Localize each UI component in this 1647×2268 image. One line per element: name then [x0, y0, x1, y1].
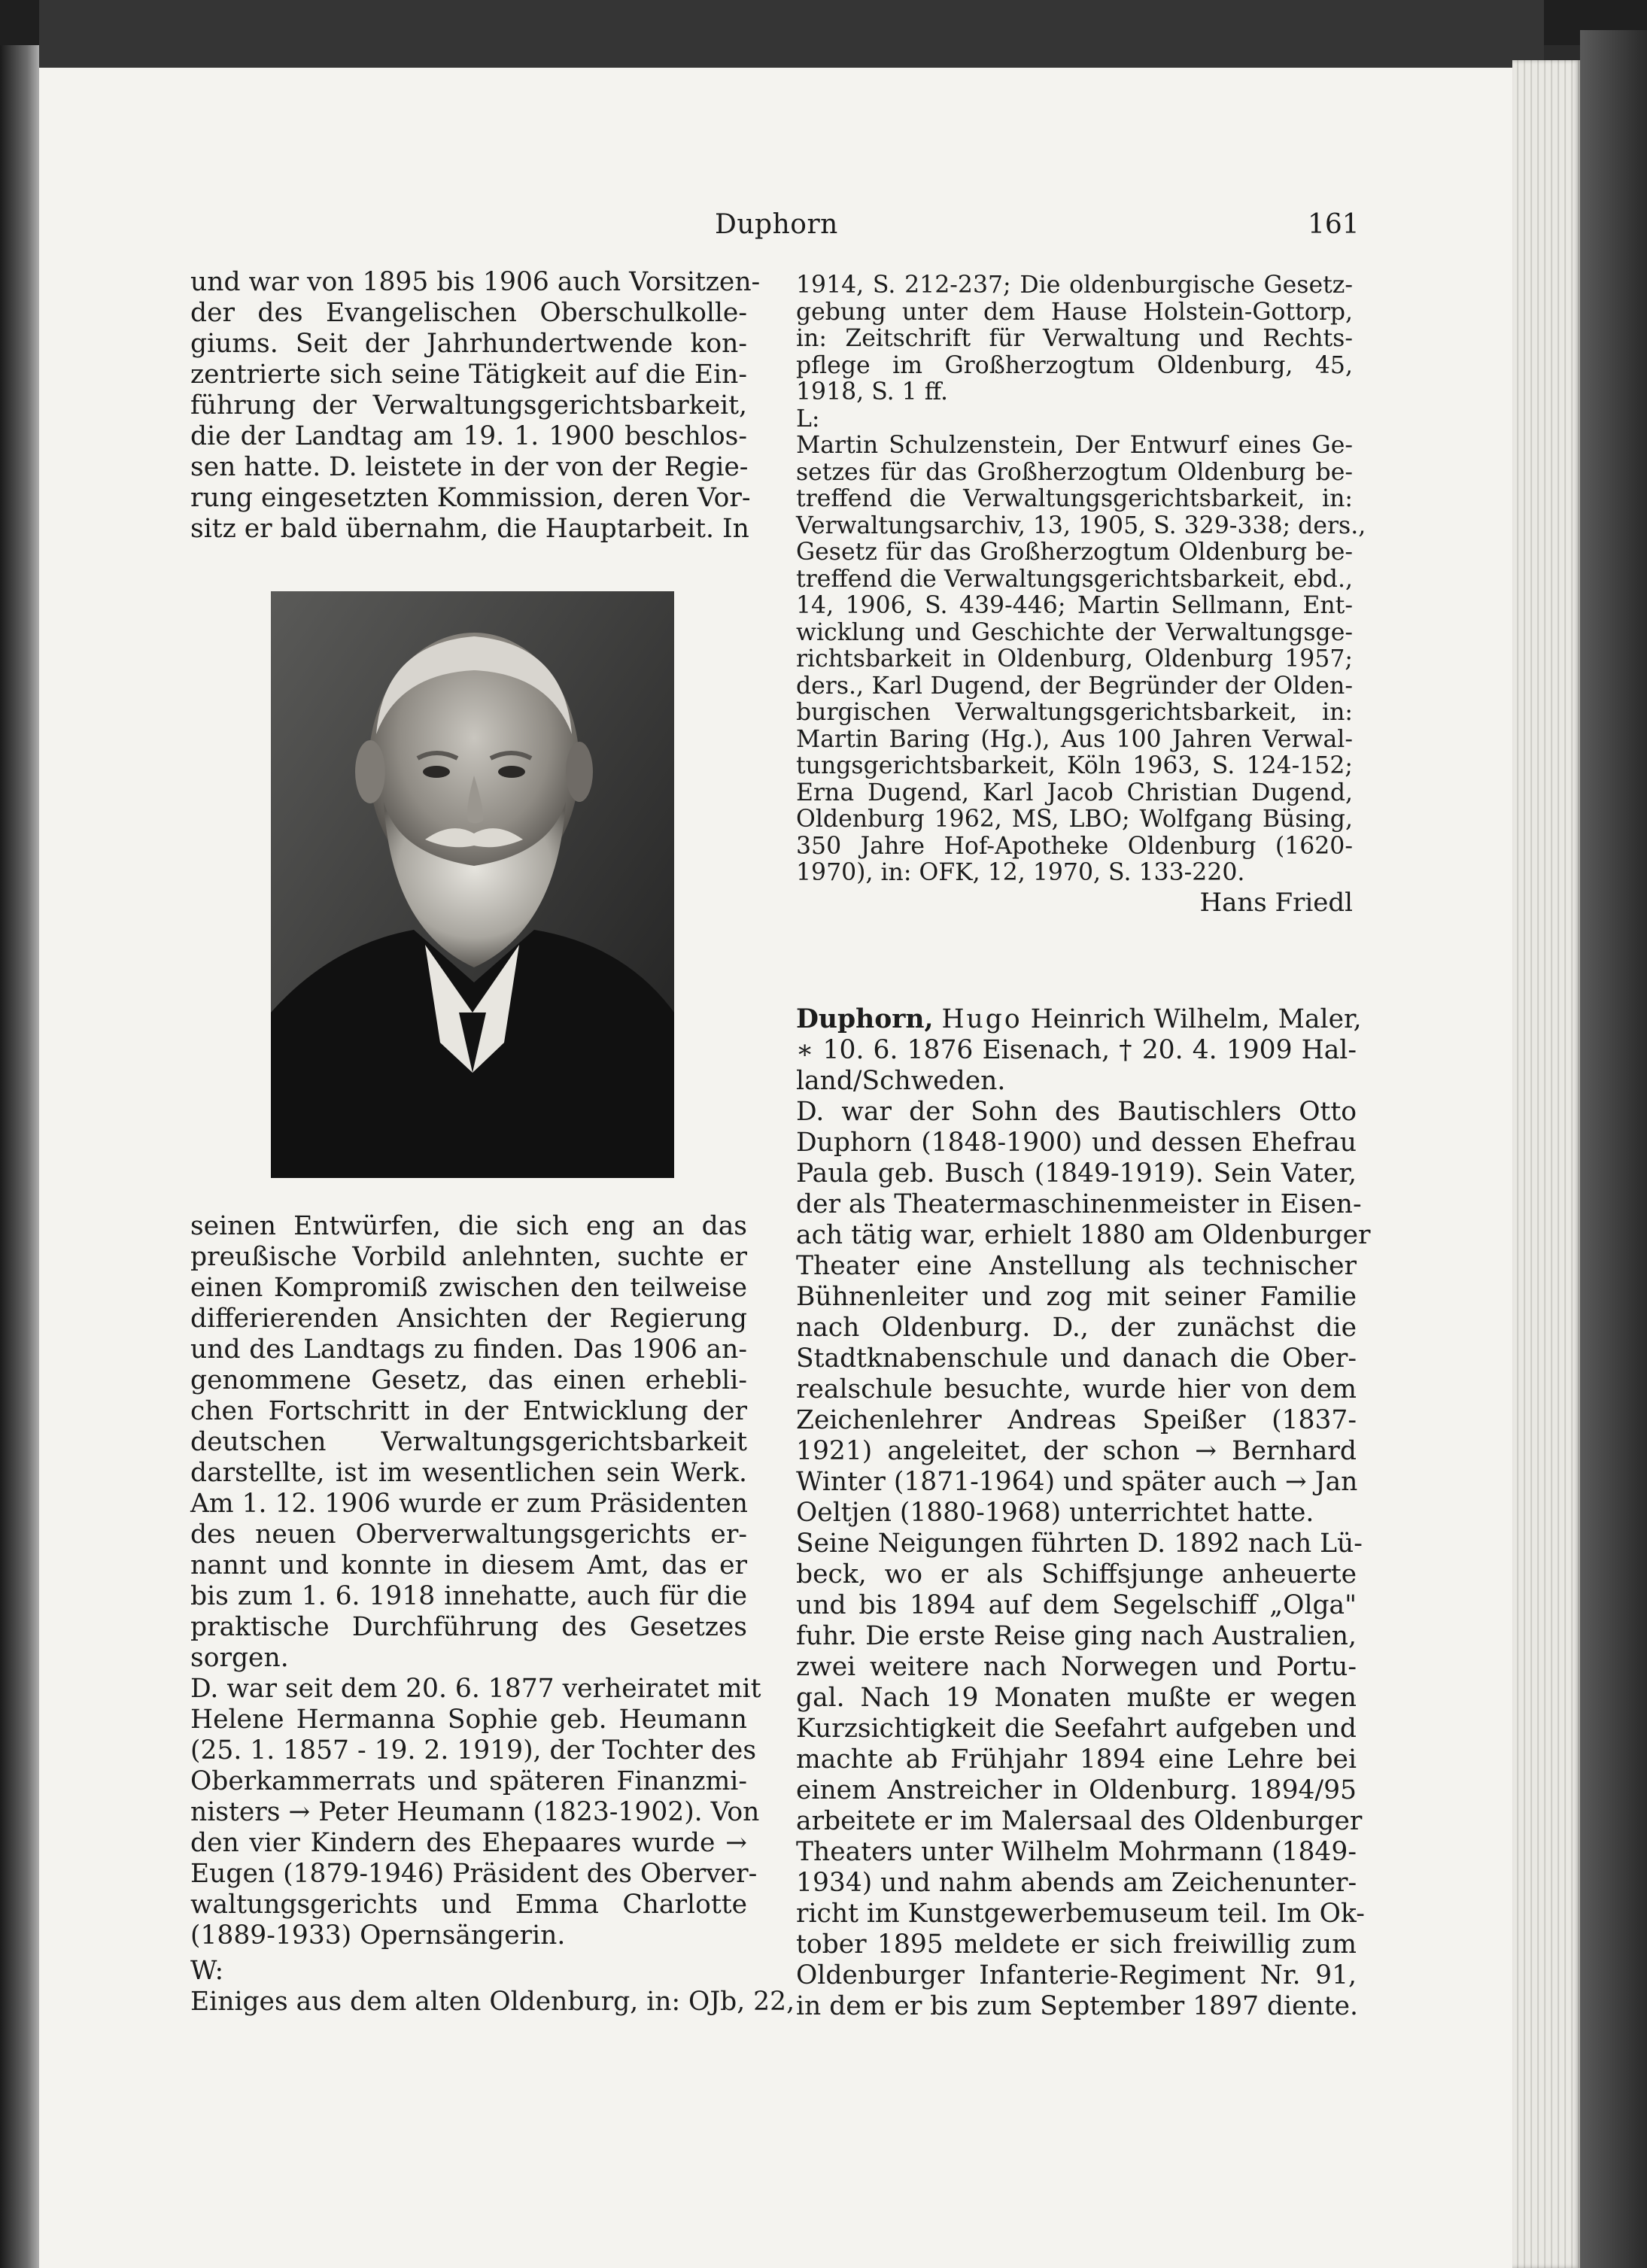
text-line: und war von 1895 bis 1906 auch Vorsitzen-	[190, 267, 761, 297]
entry-first-name: Hugo	[941, 1004, 1023, 1034]
text-line: und bis 1894 auf dem Segelschiff „Olga"	[796, 1590, 1357, 1620]
text-line: machte ab Frühjahr 1894 eine Lehre bei	[796, 1744, 1357, 1775]
text-line: nisters → Peter Heumann (1823-1902). Von	[190, 1797, 760, 1827]
left-column-top	[190, 267, 761, 545]
text-line: Bühnenleiter und zog mit seiner Familie	[796, 1282, 1357, 1312]
text-line: und des Landtags zu finden. Das 1906 an-	[190, 1334, 747, 1365]
text-line: 1914, S. 212-237; Die oldenburgische Gesetz-	[796, 272, 1353, 299]
text-line: tungsgerichtsbarkeit, Köln 1963, S. 124-152;	[796, 752, 1353, 779]
text-line: treffend die Verwaltungsgerichtsbarkeit, in:	[796, 485, 1353, 512]
text-line: Stadtknabenschule und danach die Ober-	[796, 1343, 1357, 1374]
facing-page-edge	[0, 45, 45, 2268]
text-line: deutschen Verwaltungsgerichtsbarkeit	[190, 1427, 747, 1457]
text-line: preußische Vorbild anlehnten, suchte er	[190, 1242, 747, 1272]
page-stack-edge	[1512, 60, 1580, 2268]
text-line: Oldenburger Infanterie-Regiment Nr. 91,	[796, 1960, 1357, 1990]
text-line: Eugen (1879-1946) Präsident des Oberver-	[190, 1859, 758, 1889]
entry-headline	[796, 1004, 1362, 1035]
text-line: tober 1895 meldete er sich freiwillig zum	[796, 1929, 1357, 1960]
portrait-photo	[271, 591, 674, 1178]
text-line: bis zum 1. 6. 1918 innehatte, auch für die	[190, 1581, 747, 1611]
text-line: sitz er bald übernahm, die Hauptarbeit. In	[190, 514, 749, 544]
text-line: ach tätig war, erhielt 1880 am Oldenburger	[796, 1220, 1371, 1250]
text-line: Oldenburg 1962, MS, LBO; Wolfgang Büsing,	[796, 806, 1353, 833]
text-line: die der Landtag am 19. 1. 1900 beschlos-	[190, 421, 747, 451]
text-line: führung der Verwaltungsgerichtsbarkeit,	[190, 390, 747, 421]
text-line: zwei weitere nach Norwegen und Portu-	[796, 1652, 1357, 1682]
text-line: Duphorn (1848-1900) und dessen Ehefrau	[796, 1128, 1357, 1158]
entry-headword: Duphorn,	[796, 1004, 934, 1034]
text-line: fuhr. Die erste Reise ging nach Australien,	[796, 1621, 1357, 1651]
text-line: chen Fortschritt in der Entwicklung der	[190, 1396, 747, 1426]
left-column-bottom	[190, 1211, 795, 2018]
text-line: treffend die Verwaltungsgerichtsbarkeit, ebd.,	[796, 565, 1353, 593]
text-line: Erna Dugend, Karl Jacob Christian Dugend,	[796, 779, 1353, 806]
text-line: einen Kompromiß zwischen den teilweise	[190, 1273, 747, 1303]
text-line: waltungsgerichts und Emma Charlotte	[190, 1890, 747, 1920]
text-line: darstellte, ist im wesentlichen sein Werk.	[190, 1458, 747, 1488]
text-line: Verwaltungsarchiv, 13, 1905, S. 329-338; ders.,	[796, 512, 1366, 539]
page-number: 161	[1308, 209, 1360, 240]
text-line: giums. Seit der Jahrhundertwende kon-	[190, 329, 747, 359]
text-line: wicklung und Geschichte der Verwaltungsge-	[796, 618, 1353, 646]
author-signature: Hans Friedl	[1199, 887, 1353, 918]
text-line: Oberkammerrats und späteren Finanzmi-	[190, 1766, 747, 1796]
text-line: land/Schweden.	[796, 1066, 1006, 1096]
text-line: 1918, S. 1 ff.	[796, 378, 948, 405]
book-cover-edge	[1580, 30, 1647, 2268]
text-line: setzes für das Großherzogtum Oldenburg be-	[796, 458, 1353, 486]
text-line: Gesetz für das Großherzogtum Oldenburg be-	[796, 539, 1353, 566]
text-line: 350 Jahre Hof-Apotheke Oldenburg (1620-	[796, 832, 1353, 860]
text-line: ∗ 10. 6. 1876 Eisenach, † 20. 4. 1909 Hal-	[796, 1035, 1357, 1065]
text-line: sorgen.	[190, 1643, 289, 1673]
text-line: (25. 1. 1857 - 19. 2. 1919), der Tochter des	[190, 1735, 757, 1766]
text-line: pflege im Großherzogtum Oldenburg, 45,	[796, 351, 1353, 379]
text-line: Theater eine Anstellung als technischer	[796, 1251, 1357, 1281]
text-line: seinen Entwürfen, die sich eng an das	[190, 1211, 747, 1241]
text-line: D. war der Sohn des Bautischlers Otto	[796, 1097, 1357, 1127]
text-line: burgischen Verwaltungsgerichtsbarkeit, in:	[796, 699, 1353, 726]
text-line: Kurzsichtigkeit die Seefahrt aufgeben und	[796, 1714, 1357, 1744]
text-line: beck, wo er als Schiffsjunge anheuerte	[796, 1559, 1357, 1589]
text-line: nannt und konnte in diesem Amt, das er	[190, 1550, 747, 1580]
text-line: Seine Neigungen führten D. 1892 nach Lü-	[796, 1529, 1363, 1559]
text-line: Theaters unter Wilhelm Mohrmann (1849-	[796, 1837, 1357, 1867]
text-line: der des Evangelischen Oberschulkolle-	[190, 298, 747, 328]
text-line: Helene Hermanna Sophie geb. Heumann	[190, 1705, 747, 1735]
text-line: in dem er bis zum September 1897 diente.	[796, 1991, 1359, 2021]
text-line: der als Theatermaschinenmeister in Eisen-	[796, 1189, 1362, 1219]
text-line: D. war seit dem 20. 6. 1877 verheiratet mit	[190, 1674, 761, 1704]
text-line: nach Oldenburg. D., der zunächst die	[796, 1313, 1357, 1343]
text-line: Winter (1871-1964) und später auch → Jan	[796, 1467, 1358, 1497]
text-line: gebung unter dem Hause Holstein-Gottorp,	[796, 298, 1353, 326]
text-line: Paula geb. Busch (1849-1919). Sein Vater,	[796, 1158, 1357, 1189]
text-line: praktische Durchführung des Gesetzes	[190, 1612, 747, 1642]
right-column-entry	[796, 1004, 1371, 2022]
text-line: Martin Baring (Hg.), Aus 100 Jahren Verwal-	[796, 725, 1353, 753]
text-line: Zeichenlehrer Andreas Speißer (1837-	[796, 1405, 1357, 1435]
section-label-literature: L:	[796, 405, 820, 433]
text-line: Oeltjen (1880-1968) unterrichtet hatte.	[796, 1498, 1314, 1528]
text-line: des neuen Oberverwaltungsgerichts er-	[190, 1520, 747, 1550]
section-label-works: W:	[190, 1956, 224, 1986]
text-line: Martin Schulzenstein, Der Entwurf eines Ge-	[796, 432, 1353, 459]
text-line: Am 1. 12. 1906 wurde er zum Präsidenten	[190, 1489, 748, 1519]
text-line: in: Zeitschrift für Verwaltung und Rechts-	[796, 325, 1353, 352]
text-line: gal. Nach 19 Monaten mußte er wegen	[796, 1683, 1357, 1713]
text-line: richtsbarkeit in Oldenburg, Oldenburg 1957;	[796, 645, 1353, 673]
text-line: richt im Kunstgewerbemuseum teil. Im Ok-	[796, 1899, 1365, 1929]
text-line: den vier Kindern des Ehepaares wurde →	[190, 1828, 747, 1858]
text-line: differierenden Ansichten der Regierung	[190, 1304, 747, 1334]
text-line: ders., Karl Dugend, der Begründer der Olden-	[796, 672, 1353, 700]
text-line: Einiges aus dem alten Oldenburg, in: OJb, 22,	[190, 1987, 795, 2017]
text-line: 1934) und nahm abends am Zeichenunter-	[796, 1868, 1357, 1898]
entry-headline-rest: Heinrich Wilhelm, Maler,	[1030, 1004, 1362, 1034]
text-line: realschule besuchte, wurde hier von dem	[796, 1374, 1357, 1404]
right-column-bibliography	[796, 272, 1366, 918]
text-line: rung eingesetzten Kommission, deren Vor-	[190, 483, 751, 513]
text-line: 1970), in: OFK, 12, 1970, S. 133-220.	[796, 859, 1245, 886]
text-line: arbeitete er im Malersaal des Oldenburger	[796, 1806, 1363, 1836]
text-line: einem Anstreicher in Oldenburg. 1894/95	[796, 1775, 1357, 1805]
text-line: 14, 1906, S. 439-446; Martin Sellmann, Ent-	[796, 592, 1353, 619]
text-line: genommene Gesetz, das einen erhebli-	[190, 1365, 747, 1395]
text-line: zentrierte sich seine Tätigkeit auf die Ein-	[190, 360, 747, 390]
running-head: Duphorn	[715, 209, 838, 240]
text-line: sen hatte. D. leistete in der von der Regie-	[190, 452, 749, 482]
text-line: (1889-1933) Opernsängerin.	[190, 1920, 566, 1951]
text-line: 1921) angeleitet, der schon → Bernhard	[796, 1436, 1357, 1466]
